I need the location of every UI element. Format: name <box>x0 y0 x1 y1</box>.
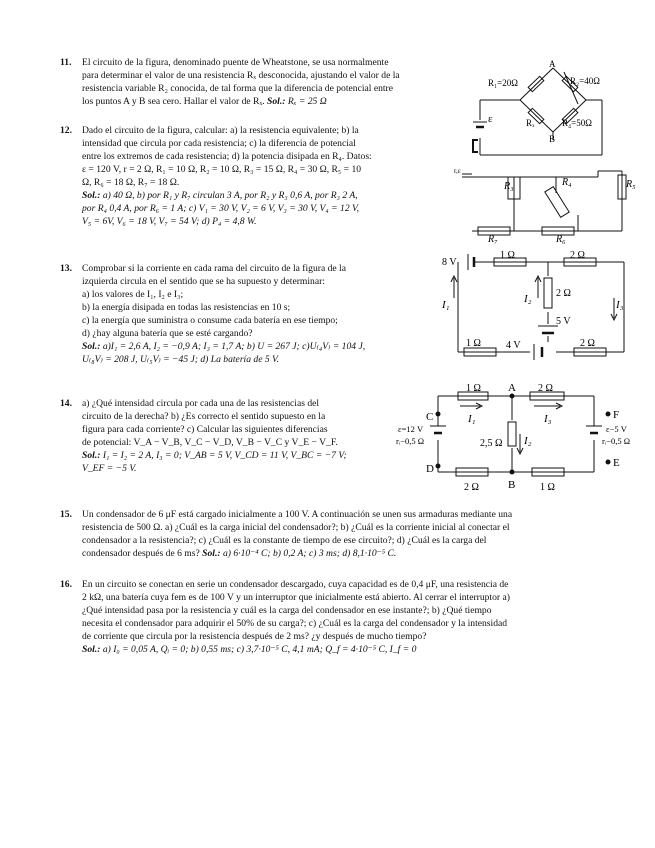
node-e-label: E <box>613 457 620 469</box>
problem-15 <box>60 508 620 560</box>
r2-label: R₂=40Ω <box>570 76 600 86</box>
text-line: de corriente que circula por la resistencia después de 2 ms? ¿y después de mucho tiempo? <box>82 631 427 642</box>
i1-label: I₁ <box>468 413 476 425</box>
solution-label: Sol.: <box>267 96 286 107</box>
r1b-label: 1 Ω <box>540 482 555 493</box>
text-line: los puntos A y B sea cero. Hallar el valor de Rₓ. <box>82 96 265 107</box>
solution-text: a) 40 Ω, b) por R₁ y R₇ circulan 3 A, por R₂ y R₃ 0,6 A, por R₃ 2 A, <box>102 190 358 201</box>
problem-number: 16. <box>60 579 72 590</box>
text-line: El circuito de la figura, denominado puente de Wheatstone, se usa normalmente <box>82 57 389 68</box>
problem-16 <box>60 578 620 656</box>
problem-number: 13. <box>60 263 72 274</box>
node-a-label: A <box>549 59 556 69</box>
r6-label: R₆ <box>556 234 566 245</box>
solution-label: Sol.: <box>202 548 221 559</box>
r-int-left-label: rᵢ−0,5 Ω <box>396 436 425 446</box>
i3-label: I₃ <box>616 299 624 311</box>
node-c-label: C <box>426 411 434 423</box>
problem-14 <box>60 397 390 475</box>
solution-text: I₁ = I₂ = 2 A, I₃ = 0; V_AB = 5 V, V_CD = 11 V, V_BC = −7 V; <box>102 450 347 461</box>
text-line: Ω, R₆ = 18 Ω, R₇ = 18 Ω. <box>82 177 180 188</box>
solution-label: Sol.: <box>82 644 101 655</box>
v4-label: 4 V <box>506 340 521 351</box>
problem-number: 15. <box>60 509 72 520</box>
rx-label: Rₓ <box>526 118 535 128</box>
r-int-right-label: rᵢ−0,5 Ω <box>602 436 631 446</box>
text-line: de potencial: V_A − V_B, V_C − V_D, V_B − V_C y V_E − V_F. <box>82 437 338 448</box>
problem-number: 11. <box>60 57 72 68</box>
node-d-label: D <box>426 463 434 475</box>
node-a-label: A <box>508 382 516 394</box>
r3-label: R₃ <box>504 181 514 192</box>
r1a-label: 1 Ω <box>500 250 515 261</box>
emf-5-label: ε−5 V <box>606 424 627 434</box>
text-line: ε = 120 V, r = 2 Ω, R₁ = 10 Ω, R₂ = 10 Ω, R₃ = 15 Ω, R₄ = 30 Ω, R₅ = 10 <box>82 164 362 175</box>
r2a-label: 2 Ω <box>538 383 553 394</box>
text-line: En un circuito se conectan en serie un condensador descargado, cuya capacidad es de 0,4 μF, una resistencia de <box>82 579 509 590</box>
problem-11 <box>60 56 460 108</box>
r2b-label: 2 Ω <box>464 482 479 493</box>
solution-label: Sol.: <box>82 341 101 352</box>
problem-12 <box>60 124 440 228</box>
text-line: Comprobar si la corriente en cada rama del circuito de la figura de la <box>82 263 346 274</box>
text-line: condensador después de 6 ms? <box>82 548 200 559</box>
text-line: resistencia de 500 Ω. a) ¿Cuál es la carga inicial del condensador?; b) ¿Cuál es la corriente inicial al conectar el <box>82 522 510 533</box>
text-line: entre los extremos de cada resistencia; d) la potencia disipada en R₄. Datos: <box>82 151 372 162</box>
v5-label: 5 V <box>556 316 571 327</box>
text-line: izquierda circula en el sentido que se ha supuesto y determinar: <box>82 276 325 287</box>
problem-number: 12. <box>60 125 72 136</box>
emf-label: ε <box>488 113 493 125</box>
solution-text: a) 6·10⁻⁴ C; b) 0,2 A; c) 3 ms; d) 8,1·10⁻⁵ C. <box>222 548 397 559</box>
text-line: Dado el circuito de la figura, calcular: a) la resistencia equivalente; b) la <box>82 125 359 136</box>
solution-text: V₅ = 6V, V₆ = 18 V, V₇ = 54 V; d) P₄ = 4,8 W. <box>82 216 257 227</box>
solution-text: a) I₀ = 0,05 A, Qᵢ = 0; b) 0,55 ms; c) 3,7·10⁻⁵ C, 4,1 mA; Q_f = 4·10⁻⁵ C, I_f = 0 <box>102 644 417 655</box>
text-line: intensidad que circula por cada resistencia; c) la diferencia de potencial <box>82 138 356 149</box>
r2c-label: 2 Ω <box>580 338 595 349</box>
node-f-label: F <box>613 409 620 421</box>
r25-label: 2,5 Ω <box>480 438 503 449</box>
wheatstone-bridge-figure <box>470 60 610 160</box>
r-emf-label: r,ε <box>454 167 461 175</box>
text-line: Un condensador de 6 μF está cargado inicialmente a 100 V. A continuación se unen sus armaduras mediante una <box>82 509 513 520</box>
solution-text: Rₓ = 25 Ω <box>287 96 327 107</box>
text-line: para determinar el valor de una resistencia Rₓ desconocida, ajustando el valor de la <box>82 70 400 81</box>
r7-label: R₇ <box>488 234 498 245</box>
node-b-label: B <box>508 479 516 491</box>
i2-label: I₂ <box>524 293 532 305</box>
text-line: c) la energía que suministra o consume cada batería en ese tiempo; <box>82 315 338 326</box>
text-line: necesita el condensador para adquirir el 50% de su carga?; c) ¿Cuál es la carga del condensador y la intensidad <box>82 618 508 629</box>
r4-label: R₄=50Ω <box>562 118 592 128</box>
r2b-label: 2 Ω <box>556 288 571 299</box>
text-line: circuito de la derecha? b) ¿Es correcto el sentido supuesto en la <box>82 411 326 422</box>
solution-text: V_EF = −5 V. <box>82 463 137 474</box>
r4-label: R₄ <box>562 177 572 188</box>
i3-label: I₃ <box>544 413 552 425</box>
text-line: 2 kΩ, una batería cuya fem es de 100 V y un interruptor que inicialmente está abierto. Al cerrar el interruptor a) <box>82 592 510 603</box>
r1b-label: 1 Ω <box>466 338 481 349</box>
r1-label: R₁=20Ω <box>488 78 518 88</box>
text-line: resistencia variable R₂ conocida, de tal forma que la diferencia de potencial entre <box>82 83 393 94</box>
text-line: a) los valores de I₁, I₂ e I₃; <box>82 289 184 300</box>
solution-text: U₍₈V₎ = 208 J, U₍₅V₎ = −45 J; d) La batería de 5 V. <box>82 354 280 365</box>
v8-label: 8 V <box>442 257 457 268</box>
text-line: condensador a la resistencia?; c) ¿Cuál es la constante de tiempo de ese circuito?; d) ¿Cuál es la carga del <box>82 535 487 546</box>
r2a-label: 2 Ω <box>570 250 585 261</box>
text-line: b) la energía disipada en todas las resistencias en 10 s; <box>82 302 291 313</box>
text-line: figura para cada corriente? c) Calcular las siguientes diferencias <box>82 424 328 435</box>
emf-12-label: ε=12 V <box>398 424 424 434</box>
solution-text: por R₄ 0,4 A, por R₆ = 1 A; c) V₁ = 30 V, V₂ = 6 V, V₃ = 30 V, V₄ = 12 V, <box>82 203 360 214</box>
i1-label: I₁ <box>442 299 450 311</box>
node-b-label: B <box>549 134 556 144</box>
text-line: d) ¿hay alguna batería que se esté cargando? <box>82 328 253 339</box>
text-line: a) ¿Qué intensidad circula por cada una de las resistencias del <box>82 398 320 409</box>
problem-number: 14. <box>60 398 72 409</box>
circuit-13-figure <box>438 248 638 368</box>
circuit-14-figure <box>394 382 638 498</box>
text-line: ¿Qué intensidad pasa por la resistencia y cuál es la carga del condensador en ese instante?; b) ¿Qué tiempo <box>82 605 492 616</box>
solution-label: Sol.: <box>82 190 101 201</box>
r1a-label: 1 Ω <box>466 383 481 394</box>
solution-label: Sol.: <box>82 450 101 461</box>
solution-text: a)I₁ = 2,6 A, I₂ = −0,9 A; I₃ = 1,7 A; b) U = 267 J; c)U₍₄V₎ = 104 J, <box>102 341 366 352</box>
problem-13 <box>60 262 440 366</box>
circuit-12-figure <box>448 163 638 243</box>
r5-label: R₅ <box>626 179 636 190</box>
i2-label: I₂ <box>524 435 532 447</box>
